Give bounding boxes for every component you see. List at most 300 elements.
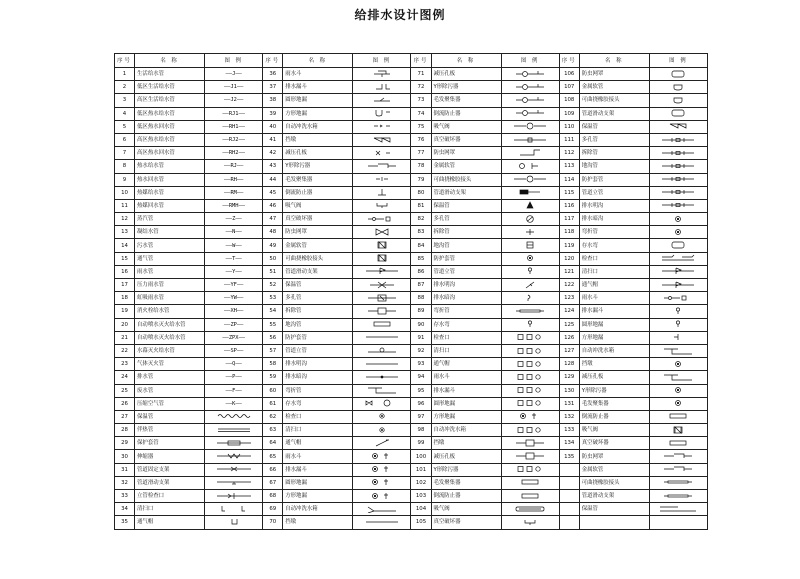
row-number: 90 [411, 318, 431, 331]
legend-code: YF [230, 282, 237, 289]
box-symbol-icon [510, 439, 550, 447]
rect-symbol-icon [510, 478, 550, 486]
row-number: 125 [559, 318, 579, 331]
legend-cell [501, 424, 559, 437]
legend-symbol [658, 386, 698, 394]
legend-symbol [658, 439, 698, 447]
table-row [115, 160, 708, 173]
row-number: 93 [411, 358, 431, 371]
legend-code: J [232, 71, 236, 78]
row-number: 30 [115, 450, 135, 463]
row-number: 61 [263, 397, 283, 410]
row-number: 116 [559, 199, 579, 212]
item-name: 自动喷水灭火给水管 [135, 318, 205, 331]
legend-symbol [510, 294, 550, 302]
legend-symbol [658, 228, 698, 236]
legend-cell [649, 199, 707, 212]
pipev-symbol-icon [658, 162, 698, 170]
table-row [115, 199, 708, 212]
row-number: 120 [559, 252, 579, 265]
item-name: 虹吸雨水管 [135, 292, 205, 305]
stem-symbol-icon [362, 188, 402, 196]
item-name: 排水暗沟 [579, 213, 649, 226]
legend-symbol [510, 492, 550, 500]
header-legend: 图 例 [649, 54, 707, 68]
item-name: 防护套管 [579, 173, 649, 186]
item-name: 排水管 [135, 371, 205, 384]
cap-symbol-icon [214, 518, 254, 526]
circ-symbol-icon [362, 492, 402, 500]
valves-symbol-icon [362, 399, 402, 407]
legend-cell [501, 397, 559, 410]
row-number: 102 [411, 476, 431, 489]
flag-symbol-icon [658, 281, 698, 289]
valve2-symbol-icon [362, 136, 402, 144]
row-number [559, 490, 579, 503]
item-name: 保温管 [283, 279, 353, 292]
cbox-symbol-icon [510, 136, 550, 144]
row-number: 100 [411, 450, 431, 463]
legend-cell [649, 371, 707, 384]
legend-symbol [510, 267, 550, 275]
bigc-symbol-icon [510, 215, 550, 223]
legend-cell [649, 424, 707, 437]
dotc-symbol-icon [658, 228, 698, 236]
item-name: 热水给水管 [135, 160, 205, 173]
legend-code: J1 [230, 84, 237, 91]
pot-symbol-icon [658, 96, 698, 104]
row-number: 70 [263, 516, 283, 529]
item-name: 热水回水管 [135, 173, 205, 186]
item-name: Y形除污器 [579, 384, 649, 397]
legend-cell: ——Y—— [205, 265, 263, 278]
row-number: 117 [559, 213, 579, 226]
hook-symbol-icon [362, 386, 402, 394]
row-number [559, 516, 579, 529]
legend-cell: ——T—— [205, 252, 263, 265]
legend-cell [353, 331, 411, 344]
row-number [559, 476, 579, 489]
row-number: 91 [411, 331, 431, 344]
row-number: 75 [411, 120, 431, 133]
legend-cell: ——N—— [205, 226, 263, 239]
legend-symbol [658, 492, 698, 500]
legend-symbol [362, 518, 402, 526]
row-number: 132 [559, 410, 579, 423]
item-name: 真空破坏器 [431, 516, 501, 529]
legend-symbol [362, 83, 402, 91]
legend-cell [353, 94, 411, 107]
row-number: 59 [263, 371, 283, 384]
legend-symbol [362, 122, 402, 130]
legend-cell [501, 463, 559, 476]
line-symbol-icon [362, 333, 402, 341]
legend-cell [501, 305, 559, 318]
legend-cell [501, 226, 559, 239]
row-number: 106 [559, 68, 579, 81]
row-number: 77 [411, 147, 431, 160]
row-number: 121 [559, 265, 579, 278]
legend-cell [501, 410, 559, 423]
item-name: 管道滑动支架 [135, 476, 205, 489]
legend-cell [649, 186, 707, 199]
header-legend: 图 例 [205, 54, 263, 68]
row-number: 23 [115, 358, 135, 371]
table-row [115, 384, 708, 397]
item-name: 防虫网罩 [283, 226, 353, 239]
legend-cell [649, 173, 707, 186]
table-row [115, 239, 708, 252]
legend-symbol [510, 465, 550, 473]
row-number: 94 [411, 371, 431, 384]
row-number: 85 [411, 252, 431, 265]
row-number: 74 [411, 107, 431, 120]
row-number: 108 [559, 94, 579, 107]
table-row [115, 410, 708, 423]
legend-cell [501, 279, 559, 292]
dot-symbol-icon [362, 426, 402, 434]
item-name: 保温管 [135, 410, 205, 423]
row-number: 37 [263, 81, 283, 94]
row-number: 51 [263, 265, 283, 278]
row-number: 46 [263, 199, 283, 212]
header-name: 名 称 [135, 54, 205, 68]
legend-symbol [362, 96, 402, 104]
row-number: 79 [411, 173, 431, 186]
item-name: 地沟管 [431, 239, 501, 252]
legend-symbol [658, 320, 698, 328]
row-number: 96 [411, 397, 431, 410]
item-name: 吸气阀 [579, 424, 649, 437]
ball-symbol-icon [362, 215, 402, 223]
item-name: 毛发聚集器 [283, 173, 353, 186]
item-name: 自动冲洗水箱 [283, 503, 353, 516]
legend-cell [501, 503, 559, 516]
legend-cell [353, 305, 411, 318]
legend-cell [649, 107, 707, 120]
legend-symbol [510, 83, 550, 91]
row-number: 26 [115, 397, 135, 410]
legend-symbol [362, 426, 402, 434]
row-number: 89 [411, 305, 431, 318]
legend-symbol [658, 149, 698, 157]
slide-symbol-icon [214, 478, 254, 486]
item-name: 方形地漏 [579, 331, 649, 344]
row-number: 98 [411, 424, 431, 437]
row-number: 135 [559, 450, 579, 463]
item-name: 低区热水回水管 [135, 120, 205, 133]
legend-cell [649, 94, 707, 107]
item-name: 通气帽 [135, 516, 205, 529]
legend-symbol [510, 109, 550, 117]
legend-symbol [362, 294, 402, 302]
item-name: 可曲挠橡胶接头 [579, 476, 649, 489]
legend-cell [649, 265, 707, 278]
item-name: 自动冲洗水箱 [431, 424, 501, 437]
legend-cell [649, 120, 707, 133]
row-number: 130 [559, 384, 579, 397]
legend-cell: ——Q—— [205, 358, 263, 371]
ball-symbol-icon [658, 294, 698, 302]
legend-symbol [362, 478, 402, 486]
rect-symbol-icon [658, 439, 698, 447]
legend-cell: ——SP—— [205, 344, 263, 357]
boxes-symbol-icon [510, 426, 550, 434]
row-number: 99 [411, 437, 431, 450]
item-name: 检查口 [283, 410, 353, 423]
row-number: 27 [115, 410, 135, 423]
item-name: Y形除污器 [431, 81, 501, 94]
item-name: 圆形地漏 [579, 318, 649, 331]
table-row [115, 503, 708, 516]
legend-cell [205, 463, 263, 476]
item-name: 倒流防止器 [431, 490, 501, 503]
flag-symbol-icon [362, 267, 402, 275]
legend-cell: ——W—— [205, 239, 263, 252]
item-name: 热媒给水管 [135, 186, 205, 199]
item-name: 地沟管 [579, 160, 649, 173]
row-number: 5 [115, 120, 135, 133]
item-name: 雨水管 [135, 265, 205, 278]
row-number: 11 [115, 199, 135, 212]
plus-symbol-icon [510, 228, 550, 236]
legend-symbol [510, 399, 550, 407]
table-row [115, 318, 708, 331]
legend-symbol [362, 188, 402, 196]
row-number: 20 [115, 318, 135, 331]
legend-symbol [510, 136, 550, 144]
legend-cell [649, 213, 707, 226]
legend-cell [649, 147, 707, 160]
item-name: 圆形地漏 [283, 476, 353, 489]
row-number: 15 [115, 252, 135, 265]
item-name: 清扫口 [135, 503, 205, 516]
legend-symbol [510, 201, 550, 209]
legend-cell [501, 490, 559, 503]
legend-cell [205, 476, 263, 489]
legend-cell: ——RJ2—— [205, 133, 263, 146]
legend-cell [501, 81, 559, 94]
legend-symbol [362, 333, 402, 341]
legend-cell [501, 384, 559, 397]
legend-symbol [362, 254, 402, 262]
legend-cell [649, 476, 707, 489]
legend-symbol [362, 465, 402, 473]
header-no: 序号 [115, 54, 135, 68]
legend-symbol [510, 215, 550, 223]
item-name: 倒流防止器 [579, 410, 649, 423]
item-name: 存水弯 [431, 318, 501, 331]
row-number: 19 [115, 305, 135, 318]
legend-code: Z [232, 216, 236, 223]
item-name: 低区热水给水管 [135, 107, 205, 120]
legend-cell [649, 358, 707, 371]
item-name: 可曲挠橡胶接头 [431, 173, 501, 186]
item-name: 高区生活给水管 [135, 94, 205, 107]
item-name: 雨水斗 [579, 292, 649, 305]
row-number: 35 [115, 516, 135, 529]
item-name: 排水暗沟 [283, 371, 353, 384]
row-number: 80 [411, 186, 431, 199]
row-number: 4 [115, 107, 135, 120]
item-name: 清扫口 [431, 344, 501, 357]
item-name: 通气管 [135, 252, 205, 265]
legend-cell [353, 252, 411, 265]
row-number: 57 [263, 344, 283, 357]
legend-symbol [510, 412, 550, 420]
row-number: 22 [115, 344, 135, 357]
legend-symbol [658, 307, 698, 315]
tri-symbol-icon [510, 201, 550, 209]
step-symbol-icon [362, 162, 402, 170]
legend-symbol [510, 241, 550, 249]
legend-code: RJ2 [228, 137, 239, 144]
row-number: 88 [411, 292, 431, 305]
table-row [115, 213, 708, 226]
row-number: 73 [411, 94, 431, 107]
row-number: 29 [115, 437, 135, 450]
header-name: 名 称 [283, 54, 353, 68]
item-name: 伸缩器 [135, 450, 205, 463]
legend-symbol [362, 492, 402, 500]
row-number: 28 [115, 424, 135, 437]
cross-symbol-icon [362, 149, 402, 157]
gauge-symbol-icon [510, 109, 550, 117]
legend-cell [649, 450, 707, 463]
row-number: 36 [263, 68, 283, 81]
legend-symbol [214, 518, 254, 526]
row-number [559, 463, 579, 476]
legend-cell: ——Z—— [205, 213, 263, 226]
legend-cell [353, 503, 411, 516]
sleeve-symbol-icon [214, 439, 254, 447]
row-number: 10 [115, 186, 135, 199]
item-name: 气体灭火管 [135, 358, 205, 371]
legend-symbol [362, 320, 402, 328]
table-row [115, 463, 708, 476]
item-name: 水幕灭火给水管 [135, 344, 205, 357]
sqr-symbol-icon [510, 241, 550, 249]
legend-cell [353, 358, 411, 371]
item-name: 排水明沟 [431, 279, 501, 292]
row-number: 8 [115, 160, 135, 173]
table-row [115, 292, 708, 305]
tee-symbol-icon [214, 492, 254, 500]
item-name: 金属软管 [579, 463, 649, 476]
item-name: 凝结水管 [135, 226, 205, 239]
legend-symbol [362, 386, 402, 394]
legend-symbol [510, 254, 550, 262]
item-name: 保温管 [579, 503, 649, 516]
item-name: 雨水斗 [283, 68, 353, 81]
legend-cell: ——ZPX—— [205, 331, 263, 344]
item-name: 蒸汽管 [135, 213, 205, 226]
row-number: 105 [411, 516, 431, 529]
row-number: 115 [559, 186, 579, 199]
gauge-symbol-icon [510, 96, 550, 104]
legend-cell [353, 410, 411, 423]
dotc-symbol-icon [658, 399, 698, 407]
row-number: 60 [263, 384, 283, 397]
item-name: 减压孔板 [283, 147, 353, 160]
double-symbol-icon [214, 426, 254, 434]
row-number: 13 [115, 226, 135, 239]
legend-symbol [658, 70, 698, 78]
xfix-symbol-icon [214, 465, 254, 473]
step-symbol-icon [658, 465, 698, 473]
item-name: 压力雨水管 [135, 279, 205, 292]
legend-symbol [510, 281, 550, 289]
item-name: 金属软管 [579, 81, 649, 94]
bubble-symbol-icon [362, 347, 402, 355]
legend-code: F [232, 387, 236, 394]
rrect-symbol-icon [658, 241, 698, 249]
row-number: 63 [263, 424, 283, 437]
item-name: 检查口 [579, 252, 649, 265]
item-name: 自动冲洗水箱 [579, 344, 649, 357]
legend-code: RJ [230, 163, 237, 170]
legend-cell [501, 107, 559, 120]
gun-symbol-icon [510, 281, 550, 289]
legend-symbol [658, 412, 698, 420]
legend-cell [649, 397, 707, 410]
header-name: 名 称 [431, 54, 501, 68]
legend-cell [353, 133, 411, 146]
header-no: 序号 [263, 54, 283, 68]
legend-symbol [214, 465, 254, 473]
row-number: 119 [559, 239, 579, 252]
legend-cell [353, 490, 411, 503]
legend-code: J2 [230, 97, 237, 104]
boxes-symbol-icon [510, 360, 550, 368]
legend-cell [353, 199, 411, 212]
legend-symbol [658, 136, 698, 144]
circ-symbol-icon [362, 465, 402, 473]
pipev-symbol-icon [658, 188, 698, 196]
item-name: 弯折管 [431, 305, 501, 318]
legend-cell [353, 450, 411, 463]
legend-code: P [232, 374, 236, 381]
item-name: 吸气阀 [283, 199, 353, 212]
legend-symbol [658, 281, 698, 289]
item-name: 拆除管 [283, 305, 353, 318]
legend-symbol [510, 149, 550, 157]
legend-cell [353, 226, 411, 239]
row-number: 52 [263, 279, 283, 292]
dotc-symbol-icon [510, 254, 550, 262]
legend-cell [205, 450, 263, 463]
legend-cell [353, 279, 411, 292]
row-number: 45 [263, 186, 283, 199]
legend-cell [353, 424, 411, 437]
legend-symbol [658, 83, 698, 91]
table-row [115, 424, 708, 437]
legend-cell [649, 410, 707, 423]
dots-symbol-icon [510, 294, 550, 302]
legend-symbol [510, 373, 550, 381]
legend-symbol [510, 122, 550, 130]
item-name: 方形地漏 [283, 107, 353, 120]
dotc-symbol-icon [658, 360, 698, 368]
legend-cell [353, 318, 411, 331]
table-row [115, 265, 708, 278]
legend-cell [353, 173, 411, 186]
legend-cell: ——RJ1—— [205, 107, 263, 120]
table-row [115, 147, 708, 160]
item-name: 排水漏斗 [283, 463, 353, 476]
legend-cell [501, 239, 559, 252]
legend-cell [205, 424, 263, 437]
